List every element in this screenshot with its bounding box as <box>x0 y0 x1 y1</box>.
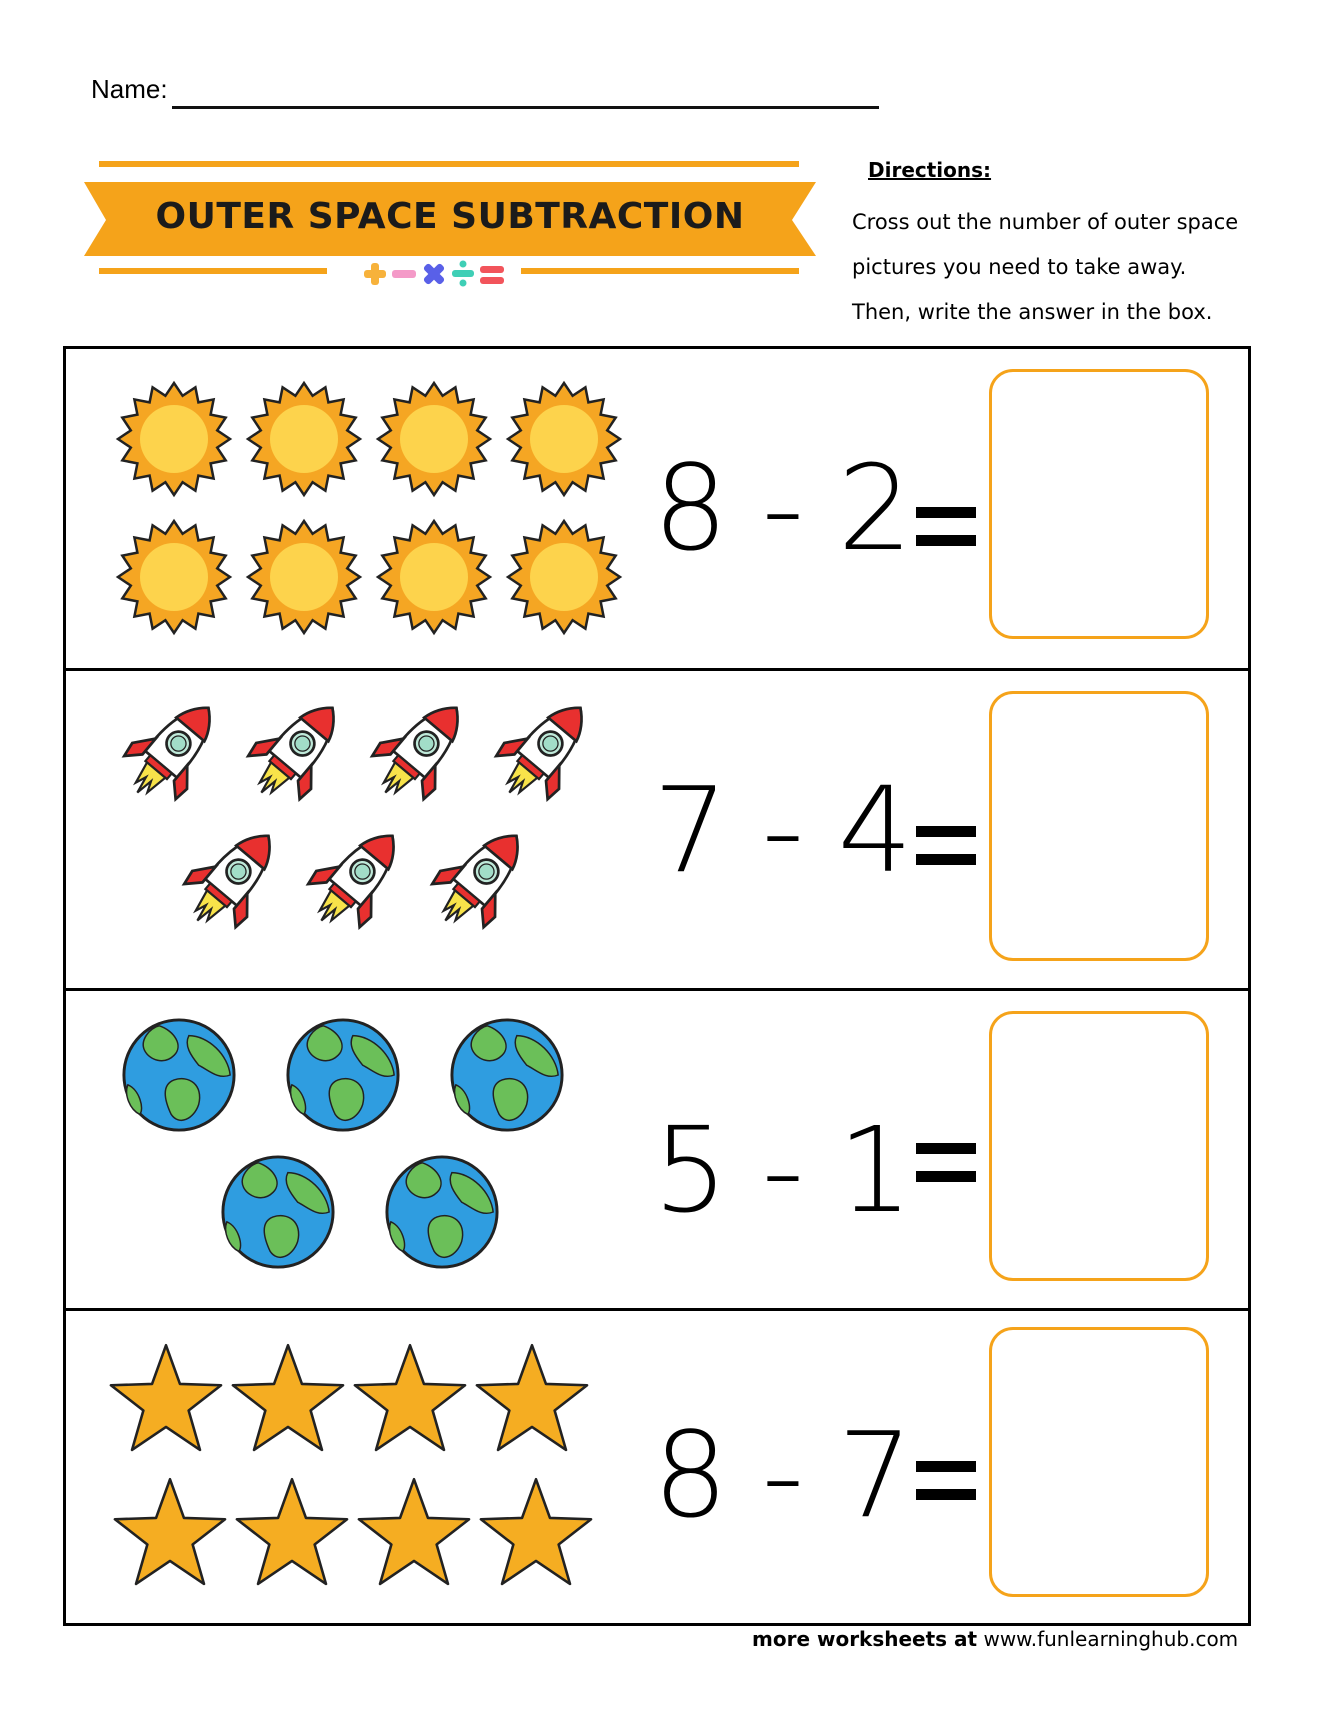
equation-2: 7 - 4 <box>653 761 911 899</box>
answer-box-2[interactable] <box>989 691 1209 961</box>
times-icon <box>417 258 451 290</box>
star-icon <box>477 1345 587 1450</box>
title-banner <box>84 158 816 290</box>
problem-row-4 <box>66 1308 1248 1626</box>
star-icon <box>359 1479 469 1584</box>
answer-box-3[interactable] <box>989 1011 1209 1281</box>
answer-box-1[interactable] <box>989 369 1209 639</box>
rocket-icon <box>294 813 420 944</box>
name-label: Name: <box>91 74 168 104</box>
directions-line-1: Cross out the number of outer space <box>852 210 1239 234</box>
sun-icon-group <box>106 349 646 667</box>
equation-4: 8 - 7 <box>653 1406 911 1544</box>
equals-icon <box>480 266 504 284</box>
earth-icon <box>223 1157 333 1267</box>
directions-line-2: pictures you need to take away. <box>852 255 1187 279</box>
worksheet-title: OUTER SPACE SUBTRACTION <box>155 196 745 237</box>
answer-box-4[interactable] <box>989 1327 1209 1597</box>
earth-icon <box>452 1020 562 1130</box>
star-icon <box>233 1345 343 1450</box>
directions <box>852 158 1292 335</box>
rocket-icon <box>482 685 608 816</box>
equals-sign <box>916 1461 976 1517</box>
sun-icon <box>248 521 360 633</box>
problem-row-2 <box>66 668 1248 988</box>
equation-3: 5 - 1 <box>653 1101 911 1239</box>
sun-icon <box>248 383 360 495</box>
sun-icon <box>508 521 620 633</box>
name-line[interactable] <box>172 106 879 109</box>
star-icon <box>111 1345 221 1450</box>
equals-sign <box>916 826 976 882</box>
math-symbols-icon <box>362 258 512 290</box>
rocket-icon <box>234 685 360 816</box>
problems-grid <box>63 346 1251 1626</box>
rocket-icon <box>170 813 296 944</box>
sun-icon <box>378 521 490 633</box>
directions-title: Directions: <box>868 158 992 182</box>
earth-icon <box>288 1020 398 1130</box>
star-icon <box>115 1479 225 1584</box>
equals-sign <box>916 1143 976 1199</box>
earth-icon <box>124 1020 234 1130</box>
rocket-icon-group <box>106 671 646 989</box>
sun-icon <box>118 383 230 495</box>
problem-row-1 <box>66 349 1248 668</box>
sun-icon <box>378 383 490 495</box>
footer-prefix: more worksheets at <box>752 1627 978 1651</box>
equals-sign <box>916 507 976 563</box>
star-icon-group <box>106 1311 646 1629</box>
earth-icon-group <box>106 991 646 1309</box>
sun-icon <box>508 383 620 495</box>
earth-icon <box>387 1157 497 1267</box>
rocket-icon <box>418 813 544 944</box>
star-icon <box>481 1479 591 1584</box>
directions-line-3: Then, write the answer in the box. <box>852 300 1213 324</box>
equation-1: 8 - 2 <box>653 439 911 577</box>
footer-url[interactable]: www.funlearninghub.com <box>983 1627 1239 1651</box>
rocket-icon <box>110 685 236 816</box>
plus-icon <box>364 263 386 285</box>
minus-icon <box>392 270 416 278</box>
footer <box>752 1627 1238 1651</box>
star-icon <box>237 1479 347 1584</box>
star-icon <box>355 1345 465 1450</box>
problem-row-3 <box>66 988 1248 1308</box>
rocket-icon <box>358 685 484 816</box>
divide-icon <box>452 261 474 287</box>
sun-icon <box>118 521 230 633</box>
